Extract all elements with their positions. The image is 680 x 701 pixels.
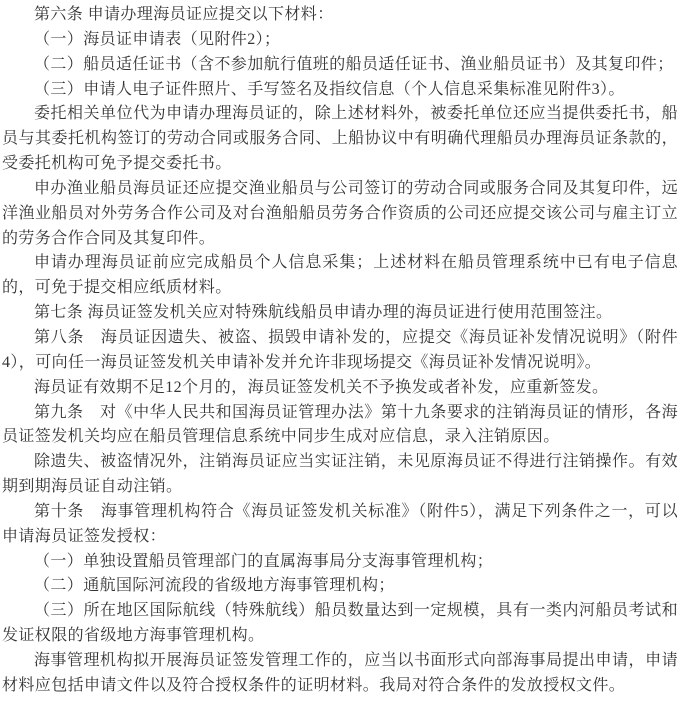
document-paragraph: 海员证有效期不足12个月的，海员证签发机关不予换发或者补发，应重新签发。 [34, 378, 609, 396]
document-paragraph: 除遗失、被盗情况外，注销海员证应当实证注销，未见原海员证不得进行注销操作。有效期到期海员证自动注销。 [2, 453, 678, 496]
document-paragraph: （二）船员适任证书（含不参加航行值班的船员适任证书、渔业船员证书）及其复印件； [34, 55, 674, 73]
document-paragraph: 第九条 对《中华人民共和国海员证管理办法》第十九条要求的注销海员证的情形，各海员证签发机关均应在船员管理信息系统中同步生成对应信息，录入注销原因。 [2, 403, 678, 446]
document-paragraph: （一）海员证申请表（见附件2）； [34, 30, 281, 48]
document-paragraph: （二）通航国际河流段的省级地方海事管理机构； [34, 577, 395, 595]
document-paragraph: 海事管理机构拟开展海员证签发管理工作的，应当以书面形式向部海事局提出申请，申请材料应包括申请文件以及符合授权条件的证明材料。我局对符合条件的发放授权文件。 [2, 651, 678, 694]
document-paragraph: 申请办理海员证前应完成船员个人信息采集；上述材料在船员管理系统中已有电子信息的，可免于提交相应纸质材料。 [2, 254, 678, 297]
document-paragraph: （一）单独设置船员管理部门的直属海事局分支海事管理机构； [34, 552, 494, 570]
document-paragraph: 第七条 海员证签发机关应对特殊航线船员申请办理的海员证进行使用范围签注。 [34, 304, 613, 322]
document-paragraph: 第八条 海员证因遗失、被盗、损毁申请补发的，应提交《海员证补发情况说明》（附件4），可向任一海员证签发机关申请补发并允许非现场提交《海员证补发情况说明》。 [2, 328, 678, 371]
document-paragraph: 申办渔业船员海员证还应提交渔业船员与公司签订的劳动合同或服务合同及其复印件，远洋渔业船员对外劳务合作公司及对台渔船船员劳务合作资质的公司还应提交该公司与雇主订立的劳务合作合同及其复印件。 [2, 179, 678, 247]
document-paragraph: （三）所在地区国际航线（特殊航线）船员数量达到一定规模，具有一类内河船员考试和发证权限的省级地方海事管理机构。 [2, 602, 678, 645]
document-paragraph: 委托相关单位代为申请办理海员证的，除上述材料外，被委托单位还应当提供委托书，船员与其委托机构签订的劳动合同或服务合同、上船协议中有明确代理船员办理海员证条款的，受委托机构可免予提交委托书。 [2, 105, 678, 173]
document-paragraph: 第六条 申请办理海员证应提交以下材料： [34, 6, 334, 23]
document-paragraph: （三）申请人电子证件照片、手写签名及指纹信息（个人信息采集标准见附件3）。 [34, 80, 625, 98]
document-paragraph: 第十条 海事管理机构符合《海员证签发机关标准》（附件5），满足下列条件之一，可以申请海员证签发授权： [2, 502, 678, 545]
